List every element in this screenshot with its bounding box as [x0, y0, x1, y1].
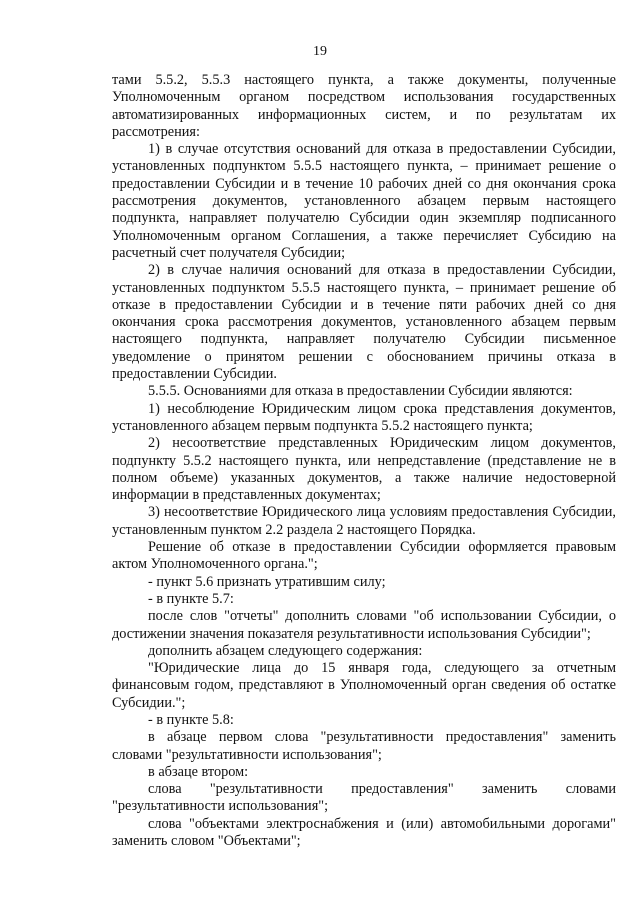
paragraph-refusal-decision: Решение об отказе в предоставлении Субсидии оформляется правовым актом Уполномоченного органа."; — [112, 539, 616, 573]
paragraph-reason-1: 1) несоблюдение Юридическим лицом срока представления документов, установленного абзацем первым подпункта 5.5.2 настоящего пункта; — [112, 400, 616, 434]
paragraph-reason-3: 3) несоответствие Юридического лица условиям предоставления Субсидии, установленным пунктом 2.2 раздела 2 настоящего Порядка. — [112, 504, 616, 538]
page-number: 19 — [313, 44, 327, 59]
paragraph-quoted-clause: "Юридические лица до 15 января года, следующего за отчетным финансовым годом, представляют в Уполномоченный орган сведения об остатке Субсидии."; — [112, 660, 616, 711]
paragraph-add-clause: дополнить абзацем следующего содержания: — [148, 642, 423, 659]
paragraph-item-5-6: - пункт 5.6 признать утратившим силу; — [148, 573, 386, 590]
paragraph-item-2: 2) в случае наличия оснований для отказа в предоставлении Субсидии, установленных подпунктом 5.5.5 настоящего пункта, – принимает решение об отказе в предоставлении Субсидии и в течение пяти рабочих дней со дня окончания срока рассмотрения документов, установленного абзацем первым настоящего подпункта, направляет получателю Субсидии письменное уведомление о принятом решении с обоснованием причины отказа в предоставлении Субсидии. — [112, 262, 616, 383]
paragraph-first-clause: в абзаце первом слова "результативности предоставления" заменить словами "результативности использования"; — [112, 729, 616, 763]
paragraph-replace-words: слова "результативности предоставления" заменить словами "результативности использования"; — [112, 781, 616, 815]
paragraph-item-5-7: - в пункте 5.7: — [148, 590, 234, 607]
paragraph-item-5-8: - в пункте 5.8: — [148, 711, 234, 728]
paragraph-second-clause: в абзаце втором: — [148, 763, 249, 780]
paragraph-5-5-5: 5.5.5. Основаниями для отказа в предоставлении Субсидии являются: — [148, 383, 573, 400]
document-body — [112, 72, 616, 850]
paragraph-replace-objects: слова "объектами электроснабжения и (или) автомобильными дорогами" заменить словом "Объектами"; — [112, 815, 616, 850]
paragraph-after-reports: после слов "отчеты" дополнить словами "об использовании Субсидии, о достижении значения показателя результативности использования Субсидии"; — [112, 608, 616, 642]
paragraph-item-1: 1) в случае отсутствия оснований для отказа в предоставлении Субсидии, установленных подпунктом 5.5.5 настоящего пункта, – принимает решение о предоставлении Субсидии и в течение 10 рабочих дней со дня окончания срока рассмотрения документов, установленного абзацем первым настоящего подпункта, направляет получателю Субсидии один экземпляр подписанного Уполномоченным органом Соглашения, а также перечисляет Субсидию на расчетный счет получателя Субсидии; — [112, 141, 616, 261]
paragraph-reason-2: 2) несоответствие представленных Юридическим лицом документов, подпункту 5.5.2 настоящего пункта, или непредставление (представление не в полном объеме) указанных документов, а также наличие недостоверной информации в представленных документах; — [112, 435, 616, 504]
paragraph-continuation: тами 5.5.2, 5.5.3 настоящего пункта, а также документы, полученные Уполномоченным органом посредством использования государственных автоматизированных информационных систем, и по результатам их рассмотрения: — [112, 72, 616, 140]
